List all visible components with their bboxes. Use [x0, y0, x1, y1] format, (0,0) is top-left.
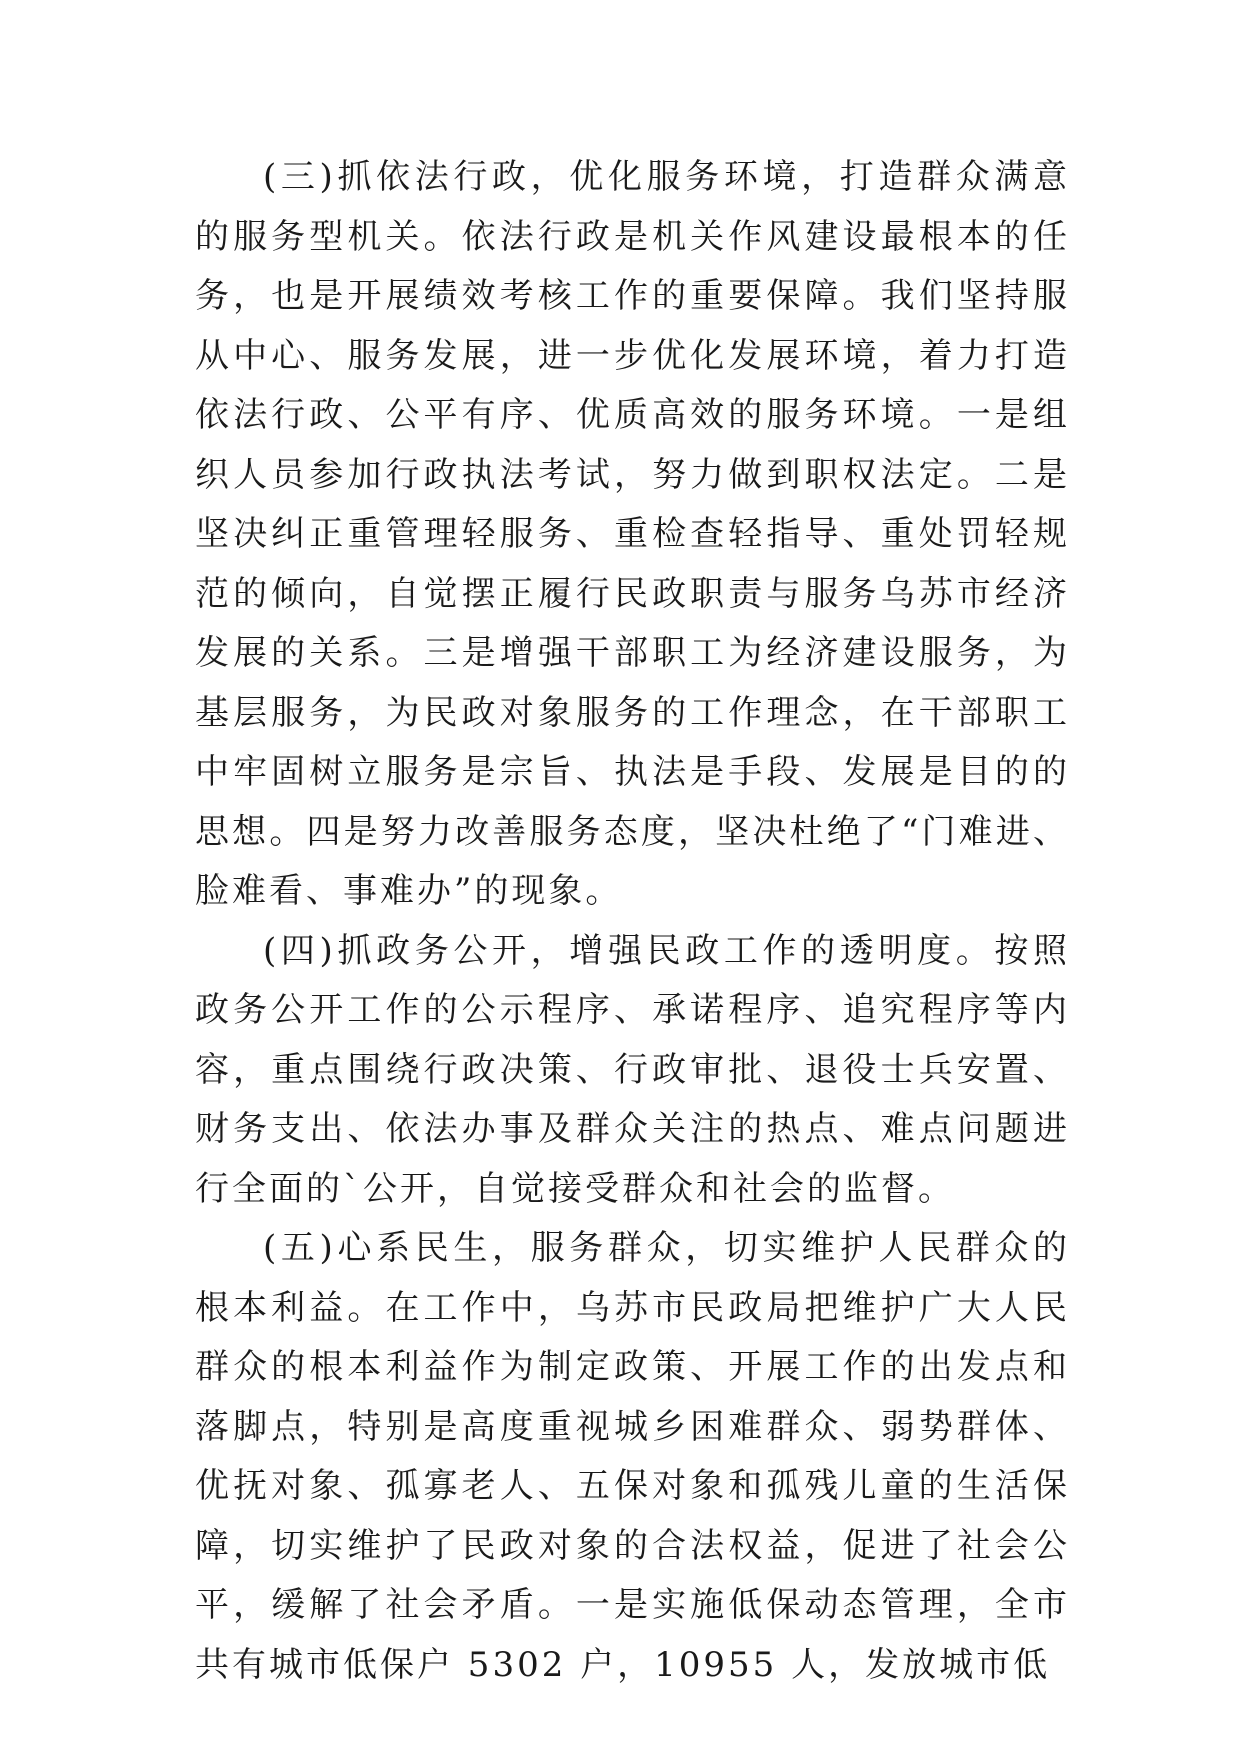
- paragraph-section-4: (四)抓政务公开，增强民政工作的透明度。按照政务公开工作的公示程序、承诺程序、追究程序等内容，重点围绕行政决策、行政审批、退役士兵安置、财务支出、依法办事及群众关注的热点、难点问题进行全面的`公开，自觉接受群众和社会的监督。: [195, 930, 1070, 1209]
- document-body: [195, 148, 1070, 1695]
- paragraph-section-5: (五)心系民生，服务群众，切实维护人民群众的根本利益。在工作中，乌苏市民政局把维护广大人民群众的根本利益作为制定政策、开展工作的出发点和落脚点，特别是高度重视城乡困难群众、弱势群体、优抚对象、孤寡老人、五保对象和孤残儿童的生活保障，切实维护了民政对象的合法权益，促进了社会公平，缓解了社会矛盾。一是实施低保动态管理，全市共有城市低保户 5302 户，10955 人，发放城市低: [195, 1228, 1070, 1685]
- paragraph-section-3: (三)抓依法行政，优化服务环境，打造群众满意的服务型机关。依法行政是机关作风建设最根本的任务，也是开展绩效考核工作的重要保障。我们坚持服从中心、服务发展，进一步优化发展环境，着力打造依法行政、公平有序、优质高效的服务环境。一是组织人员参加行政执法考试，努力做到职权法定。二是坚决纠正重管理轻服务、重检查轻指导、重处罚轻规范的倾向，自觉摆正履行民政职责与服务乌苏市经济发展的关系。三是增强干部职工为经济建设服务，为基层服务，为民政对象服务的工作理念，在干部职工中牢固树立服务是宗旨、执法是手段、发展是目的的思想。四是努力改善服务态度，坚决杜绝了“门难进、脸难看、事难办”的现象。: [195, 157, 1070, 911]
